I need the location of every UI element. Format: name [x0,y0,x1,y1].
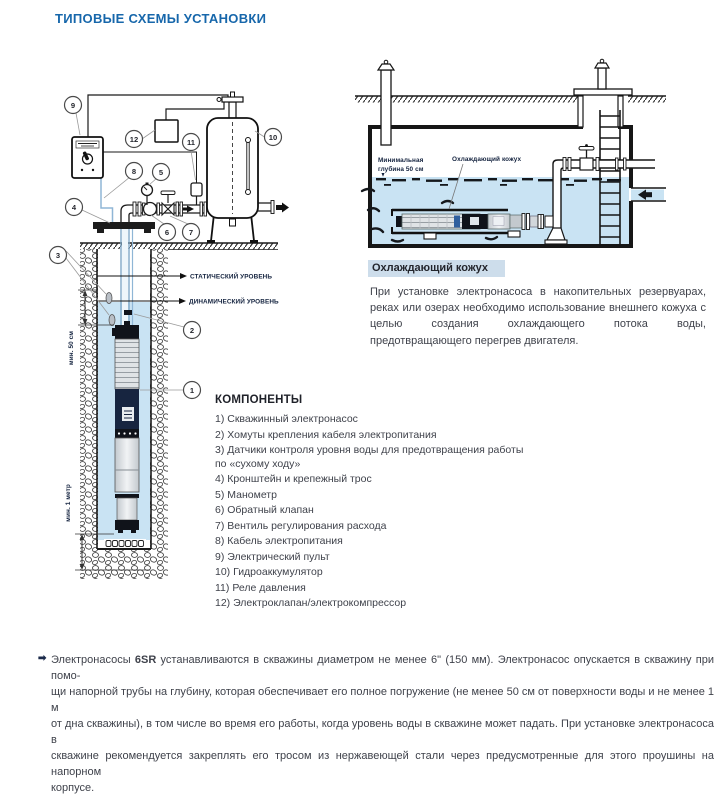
callout-10 [265,129,282,146]
callout-9 [65,97,82,114]
min-depth-label-line2: глубина 50 см [378,166,424,173]
component-item: 11) Реле давления [215,581,306,594]
shaft-cover [574,89,632,95]
power-cable [101,178,113,222]
callout-1 [184,382,201,399]
component-item: 4) Кронштейн и крепежный трос [215,473,372,485]
min-depth-label-line1: Минимальная [378,157,424,164]
svg-text:5: 5 [158,167,164,177]
ground-surface [80,243,278,250]
arrow-right-icon: ➡ [38,653,47,664]
svg-text:6: 6 [164,227,170,237]
callout-4 [66,199,83,216]
tank-drain-valve [230,219,236,226]
component-item: 8) Кабель электропитания [215,535,343,547]
cooling-section-body: При установке электронасоса в накопительных резервуарах, реках или озерах необходимо использование внешнего кожуха с целью создания охлаждающего потока воды, предотвращающего перегрев двигателя. [370,286,706,347]
component-item: 12) Электроклапан/электрокомпрессор [215,597,407,609]
callout-12 [126,131,143,148]
footnote-line: корпусе. [51,782,95,794]
component-item: 1) Скважинный электронасос [215,413,358,425]
svg-text:4: 4 [71,202,77,212]
footnote-line: скважине рекомендуется закреплять его тросом из нержавеющей стали через предусмотренные для этого проушины на напорном [51,750,714,778]
footnote-line: Электронасосы 6SR устанавливаются в скважины диаметром не менее 6" (150 мм). Электронасос опускается в скважину при помо- [51,654,715,682]
min-50cm-label: мин. 50 см [68,330,75,366]
svg-text:8: 8 [131,166,137,176]
svg-text:7: 7 [188,227,194,237]
pump-model: 6SR [134,654,157,666]
relay-box [155,120,178,142]
cable-clamp [124,310,132,315]
callout-7 [183,224,200,241]
cooling-jacket-label: Охлаждающий кожух [452,156,522,163]
svg-text:9: 9 [70,100,76,110]
svg-text:10: 10 [268,132,278,142]
dynamic-level-label: ДИНАМИЧЕСКИЙ УРОВЕНЬ [189,298,279,306]
component-item: 2) Хомуты крепления кабеля электропитания [215,428,437,441]
callout-8 [126,163,143,180]
footnote [38,652,714,796]
component-item: 7) Вентиль регулирования расхода [215,519,387,532]
footnote-line: от дна скважины), в том числе во время его работы, когда уровень воды в скважине может падать. При установке электронасоса в [51,718,714,746]
min-1m-label: мин. 1 метр [65,484,72,522]
svg-text:12: 12 [129,134,139,144]
access-shaft [574,59,632,131]
svg-text:1: 1 [189,385,195,395]
component-item: 10) Гидроаккумулятор [215,566,323,578]
reservoir-installation-diagram [350,58,670,254]
components-heading: КОМПОНЕНТЫ [215,394,303,406]
footnote-line: щи напорной трубы на глубину, которая обеспечивает его полное погружение (не менее 50 см от поверхности воды и не менее 1 м [51,686,714,714]
svg-text:2: 2 [189,325,195,335]
component-item: 5) Манометр [215,488,277,501]
svg-text:3: 3 [55,250,61,260]
pressure-tank [207,92,289,243]
callout-6 [159,224,176,241]
cooling-section-heading: Охлаждающий кожух [368,260,505,277]
control-panel [72,137,103,178]
well-bottom-gravel [104,539,146,548]
page-title: ТИПОВЫЕ СХЕМЫ УСТАНОВКИ [55,11,267,26]
static-level-label: СТАТИЧЕСКИЙ УРОВЕНЬ [190,273,273,281]
horizontal-pump [396,214,553,230]
callout-5 [153,164,170,181]
shaft-vent-pipe [595,59,609,89]
vent-pipe [378,60,394,145]
callout-3 [50,247,67,264]
pressure-gauge [142,183,153,206]
component-item: 3) Датчики контроля уровня воды для предотвращения работы по «сухому ходу» [215,444,524,470]
callout-11 [183,134,200,151]
tank-outlet [258,201,289,214]
tank-top-valve [217,92,243,102]
inlet-pipe [629,188,666,201]
component-item: 9) Электрический пульт [215,550,330,563]
components-list [215,413,527,613]
component-item: 6) Обратный клапан [215,504,314,516]
check-valve [144,203,157,216]
svg-text:11: 11 [186,137,196,147]
callout-2 [184,322,201,339]
